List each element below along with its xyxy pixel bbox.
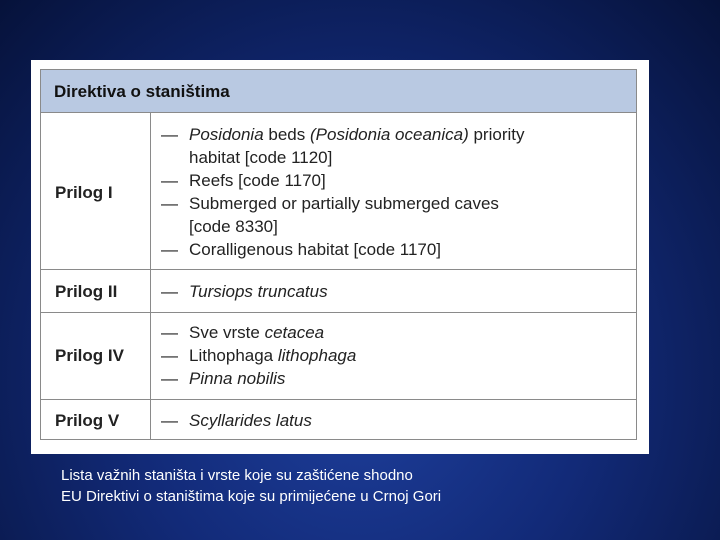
list-item: — Tursiops truncatus [161, 282, 328, 301]
row-label: Prilog I [55, 183, 113, 202]
row-label: Prilog II [55, 282, 118, 301]
entry-list [161, 321, 356, 390]
list-item: — Posidonia beds (Posidonia oceanica) priority [161, 125, 525, 144]
table-row-prilog-4 [41, 313, 636, 400]
table-header [41, 70, 636, 113]
entry-list [161, 280, 328, 303]
caption-line: EU Direktivi o staništima koje su primijećene u Crnoj Gori [61, 488, 442, 505]
list-item: — Reefs [code 1170] [161, 171, 326, 190]
directive-table-image [31, 60, 649, 454]
habitats-directive-table [40, 69, 637, 440]
list-item: [code 8330] [189, 217, 278, 236]
entry-list [161, 409, 312, 432]
list-item: — Coralligenous habitat [code 1170] [161, 240, 442, 259]
row-label: Prilog IV [55, 346, 124, 365]
caption-line: Lista važnih staništa i vrste koje su zaštićene shodno [61, 467, 413, 484]
entry-list [161, 123, 524, 261]
list-item: habitat [code 1120] [189, 148, 333, 167]
table-row-prilog-2 [41, 270, 636, 313]
list-item: — Submerged or partially submerged caves [161, 194, 499, 213]
table-row-prilog-5 [41, 400, 636, 441]
list-item: — Lithophaga lithophaga [161, 346, 357, 365]
slide-caption [61, 465, 441, 507]
table-row-prilog-1 [41, 113, 636, 270]
list-item: — Scyllarides latus [161, 411, 312, 430]
list-item: — Pinna nobilis [161, 369, 286, 388]
table-title: Direktiva o staništima [54, 82, 230, 101]
list-item: — Sve vrste cetacea [161, 323, 325, 342]
row-label: Prilog V [55, 411, 120, 430]
